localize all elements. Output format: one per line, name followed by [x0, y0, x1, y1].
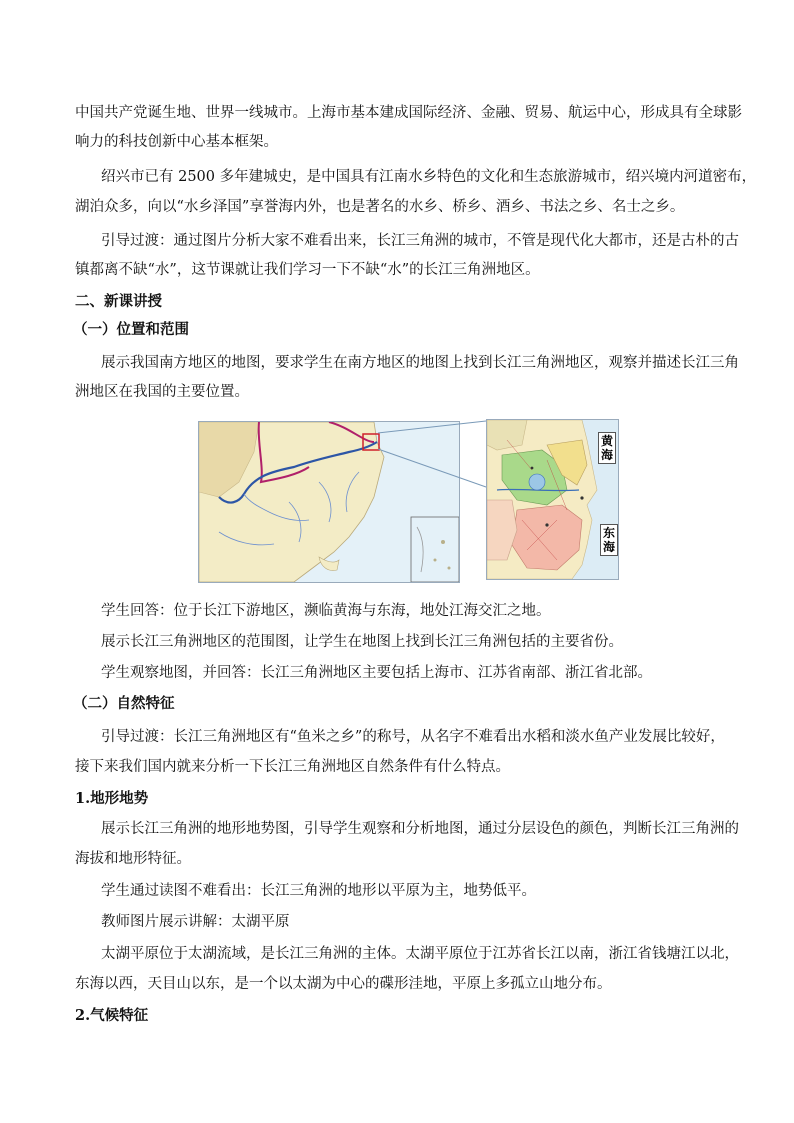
paragraph-line: 学生回答：位于长江下游地区，濒临黄海与东海，地处江海交汇之地。	[101, 603, 551, 619]
paragraph-line: 镇都离不缺“水”，这节课就让我们学习一下不缺“水”的长江三角洲地区。	[75, 262, 540, 278]
paragraph-line: 引导过渡：长江三角洲地区有“鱼米之乡”的称号，从名字不难看出水稻和淡水鱼产业发展比较好，	[101, 729, 725, 745]
paragraph-line: 响力的科技创新中心基本框架。	[75, 134, 278, 150]
connector-lines	[378, 419, 488, 584]
paragraph-line: 学生通过读图不难看出：长江三角洲的地形以平原为主，地势低平。	[101, 883, 536, 899]
paragraph-line: 展示长江三角洲的地形地势图，引导学生观察和分析地图，通过分层设色的颜色，判断长江三角洲的	[101, 821, 739, 837]
paragraph-line: 引导过渡：通过图片分析大家不难看出来，长江三角洲的城市，不管是现代化大都市，还是古朴的古	[101, 233, 739, 249]
paragraph-line: 展示长江三角洲地区的范围图，让学生在地图上找到长江三角洲包括的主要省份。	[101, 634, 623, 650]
east-sea-label: 东海	[600, 524, 618, 556]
paragraph-line: 教师图片展示讲解：太湖平原	[101, 914, 290, 930]
paragraph-line: 展示我国南方地区的地图，要求学生在南方地区的地图上找到长江三角洲地区，观察并描述长江三角	[101, 355, 739, 371]
section-heading: 二、新课讲授	[75, 293, 162, 310]
paragraph-line: 绍兴市已有 2500 多年建城史，是中国具有江南水乡特色的文化和生态旅游城市，绍兴境内河道密布，	[101, 169, 757, 185]
subsection-heading: （二）自然特征	[73, 695, 175, 712]
paragraph-line: 洲地区在我国的主要位置。	[75, 384, 249, 400]
topic-heading: 2.气候特征	[75, 1007, 149, 1024]
paragraph-line: 中国共产党诞生地、世界一线城市。上海市基本建成国际经济、金融、贸易、航运中心，形成具有全球影	[75, 105, 742, 121]
yangtze-delta-map	[486, 419, 619, 580]
subsection-heading: （一）位置和范围	[73, 321, 189, 338]
paragraph-line: 太湖平原位于太湖流域，是长江三角洲的主体。太湖平原位于江苏省长江以南，浙江省钱塘江以北，	[101, 946, 739, 962]
paragraph-line: 湖泊众多，向以“水乡泽国”享誉海内外，也是著名的水乡、桥乡、酒乡、书法之乡、名士之乡。	[75, 199, 685, 215]
paragraph-line: 接下来我们国内就来分析一下长江三角洲地区自然条件有什么特点。	[75, 759, 510, 775]
paragraph-line: 海拔和地形特征。	[75, 851, 191, 867]
paragraph-line: 学生观察地图，并回答：长江三角洲地区主要包括上海市、江苏省南部、浙江省北部。	[101, 665, 652, 681]
topic-heading: 1.地形地势	[75, 790, 149, 807]
yellow-sea-label: 黄海	[598, 432, 616, 464]
paragraph-line: 东海以西，天目山以东，是一个以太湖为中心的碟形洼地，平原上多孤立山地分布。	[75, 976, 612, 992]
